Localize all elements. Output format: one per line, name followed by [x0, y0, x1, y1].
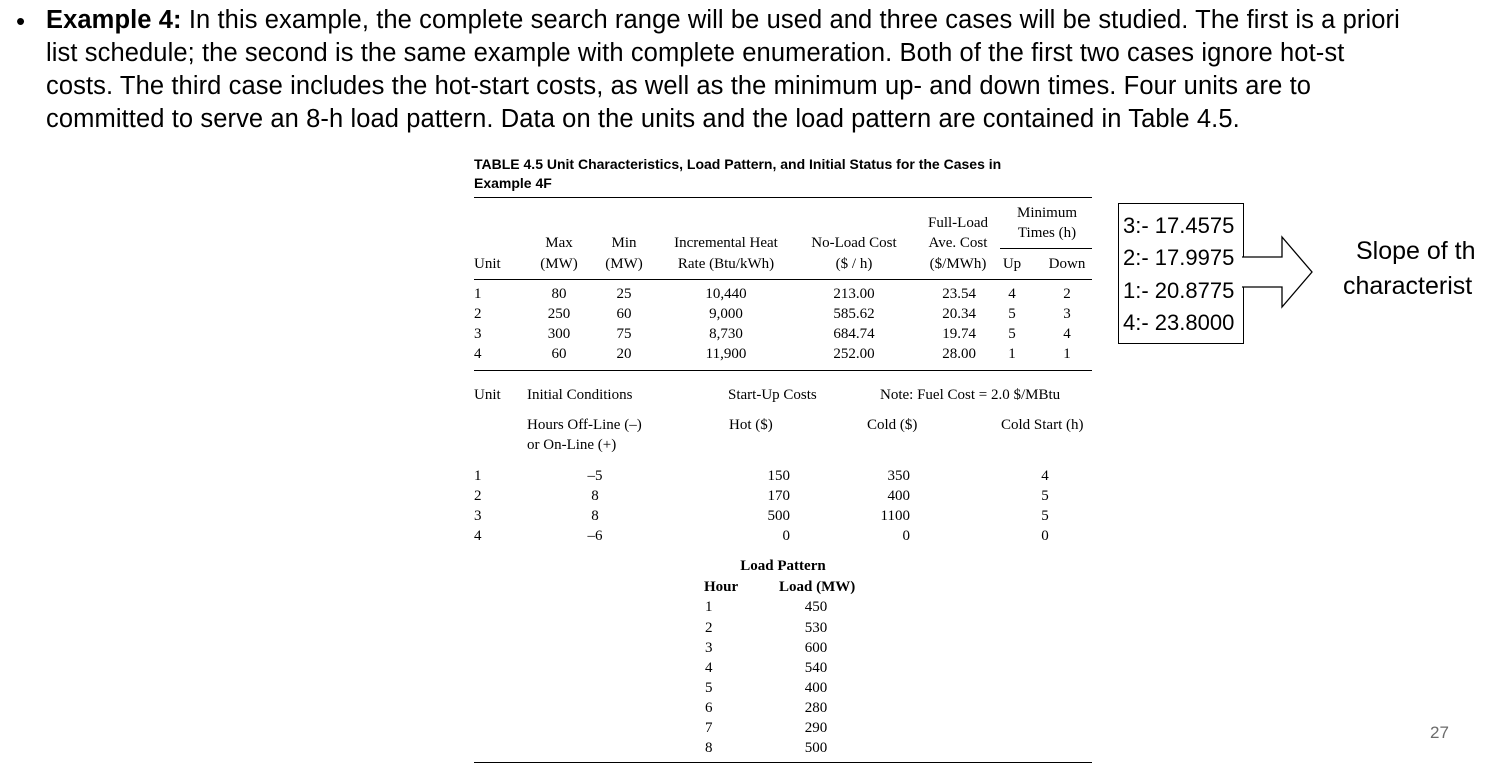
- cell-min: 25: [616, 286, 632, 302]
- header-unit: Unit: [474, 256, 501, 272]
- cell-full-load-cost: 19.74: [942, 326, 976, 342]
- cell-hour: 7: [705, 720, 713, 736]
- cell-unit: 1: [474, 468, 482, 484]
- table-top-rule: [474, 197, 1092, 198]
- table-caption: TABLE 4.5 Unit Characteristics, Load Pattern, and Initial Status for the Cases in: [474, 156, 1002, 172]
- header-max: Max: [545, 235, 573, 251]
- header-ave-cost: Ave. Cost: [928, 235, 988, 251]
- cell-no-load-cost: 213.00: [833, 286, 875, 302]
- slope-item: 1:- 20.8775: [1123, 278, 1235, 303]
- header-bottom-rule: [474, 279, 1092, 280]
- cell-down: 3: [1063, 306, 1071, 322]
- slope-item: 4:- 23.8000: [1123, 310, 1235, 335]
- cell-down: 2: [1063, 286, 1071, 302]
- section2-header-hours: Hours Off-Line (–): [527, 417, 642, 433]
- header-down: Down: [1048, 256, 1086, 272]
- header-full-load: Full-Load: [928, 215, 988, 231]
- cell-full-load-cost: 28.00: [942, 346, 976, 362]
- section2-header-cold: Cold ($): [867, 417, 918, 433]
- cell-hour: 4: [705, 660, 713, 676]
- cell-unit: 2: [474, 488, 482, 504]
- table-bottom-rule: [474, 762, 1092, 763]
- cell-cold-start: 4: [1041, 468, 1049, 484]
- cell-hour: 2: [705, 620, 713, 636]
- paragraph-line-2: list schedule; the second is the same example with complete enumeration. Both of the first two cases ignore hot-st: [46, 39, 1345, 67]
- cell-cold: 1100: [880, 508, 910, 524]
- cell-cold: 400: [887, 488, 910, 504]
- example-label: Example 4:: [46, 6, 182, 34]
- header-minimum: Minimum: [1016, 205, 1077, 221]
- cell-cold-start: 0: [1041, 528, 1049, 544]
- cell-min: 20: [616, 346, 632, 362]
- slope-label-line2: characterist: [1343, 272, 1473, 300]
- cell-up: 5: [1008, 306, 1016, 322]
- header-no-load-cost-unit: ($ / h): [835, 256, 873, 272]
- slope-item: 2:- 17.9975: [1123, 245, 1235, 270]
- slope-label-line1: Slope of th: [1356, 237, 1476, 265]
- cell-unit: 4: [474, 346, 482, 362]
- cell-hot: 170: [767, 488, 790, 504]
- cell-load: 540: [804, 660, 828, 676]
- header-ave-cost-unit: ($/MWh): [929, 256, 987, 272]
- cell-load: 290: [804, 720, 828, 736]
- header-max-unit: (MW): [540, 256, 578, 272]
- cell-up: 5: [1008, 326, 1016, 342]
- header-times-rule: [1000, 248, 1092, 249]
- cell-unit: 2: [474, 306, 482, 322]
- cell-unit: 3: [474, 326, 482, 342]
- cell-hours: –6: [587, 528, 603, 544]
- cell-hour: 1: [705, 599, 713, 615]
- cell-min: 60: [616, 306, 632, 322]
- cell-hour: 3: [705, 640, 713, 656]
- section2-header-initial: Initial Conditions: [527, 387, 633, 403]
- header-min: Min: [611, 235, 637, 251]
- section2-header-cold-start: Cold Start (h): [1001, 417, 1084, 433]
- cell-heat-rate: 10,440: [705, 286, 747, 302]
- cell-hours: –5: [587, 468, 603, 484]
- section2-header-startup: Start-Up Costs: [728, 387, 817, 403]
- cell-up: 1: [1008, 346, 1016, 362]
- cell-hot: 500: [767, 508, 790, 524]
- cell-max: 80: [551, 286, 567, 302]
- cell-heat-rate: 8,730: [709, 326, 743, 342]
- cell-load: 280: [804, 700, 828, 716]
- load-pattern-title: Load Pattern: [740, 558, 826, 574]
- cell-cold-start: 5: [1041, 508, 1049, 524]
- cell-heat-rate: 11,900: [705, 346, 747, 362]
- header-incremental-heat-rate-unit: Rate (Btu/kWh): [677, 256, 775, 272]
- header-times: Times (h): [1017, 225, 1077, 241]
- cell-heat-rate: 9,000: [709, 306, 743, 322]
- cell-hours: 8: [591, 488, 599, 504]
- cell-cold: 0: [902, 528, 910, 544]
- cell-max: 300: [547, 326, 571, 342]
- section-divider-rule: [474, 370, 1092, 371]
- cell-hot: 150: [767, 468, 790, 484]
- cell-up: 4: [1008, 286, 1016, 302]
- cell-hours: 8: [591, 508, 599, 524]
- cell-max: 250: [547, 306, 571, 322]
- slope-item: 3:- 17.4575: [1123, 213, 1235, 238]
- cell-down: 1: [1063, 346, 1071, 362]
- cell-load: 400: [804, 680, 828, 696]
- cell-load: 530: [804, 620, 828, 636]
- cell-load: 450: [804, 599, 828, 615]
- cell-min: 75: [616, 326, 632, 342]
- cell-no-load-cost: 252.00: [833, 346, 875, 362]
- paragraph-line-1: [46, 6, 1400, 35]
- paragraph-text: In this example, the complete search range will be used and three cases will be studied. The first is a priori: [181, 6, 1400, 34]
- section2-header-hot: Hot ($): [729, 417, 773, 433]
- bullet-dot: •: [16, 6, 26, 36]
- cell-load: 500: [804, 740, 828, 756]
- cell-unit: 3: [474, 508, 482, 524]
- cell-hour: 5: [705, 680, 713, 696]
- cell-no-load-cost: 684.74: [833, 326, 875, 342]
- paragraph-line-3: costs. The third case includes the hot-start costs, as well as the minimum up- and down times. Four units are to: [46, 72, 1312, 100]
- cell-full-load-cost: 23.54: [942, 286, 976, 302]
- cell-cold: 350: [887, 468, 910, 484]
- cell-hot: 0: [782, 528, 790, 544]
- header-up: Up: [1002, 256, 1022, 272]
- cell-hour: 6: [705, 700, 713, 716]
- section2-header-unit: Unit: [474, 387, 501, 403]
- cell-no-load-cost: 585.62: [833, 306, 875, 322]
- table-caption-line2: Example 4F: [474, 175, 552, 191]
- cell-full-load-cost: 20.34: [942, 306, 976, 322]
- right-arrow-icon: [1240, 232, 1315, 312]
- cell-hour: 8: [705, 740, 713, 756]
- load-pattern-hour-header: Hour: [704, 579, 739, 595]
- load-pattern-load-header: Load (MW): [779, 579, 856, 595]
- cell-down: 4: [1063, 326, 1071, 342]
- header-min-unit: (MW): [605, 256, 643, 272]
- header-incremental-heat-rate: Incremental Heat: [674, 235, 778, 251]
- paragraph-line-4: committed to serve an 8-h load pattern. Data on the units and the load pattern are contained in Table 4.5.: [46, 105, 1240, 133]
- cell-max: 60: [551, 346, 567, 362]
- cell-load: 600: [804, 640, 828, 656]
- cell-unit: 4: [474, 528, 482, 544]
- page-number: 27: [1430, 723, 1449, 742]
- section2-note: Note: Fuel Cost = 2.0 $/MBtu: [880, 387, 1061, 403]
- header-no-load-cost: No-Load Cost: [811, 235, 897, 251]
- section2-header-hours-2: or On-Line (+): [527, 437, 617, 453]
- cell-cold-start: 5: [1041, 488, 1049, 504]
- cell-unit: 1: [474, 286, 482, 302]
